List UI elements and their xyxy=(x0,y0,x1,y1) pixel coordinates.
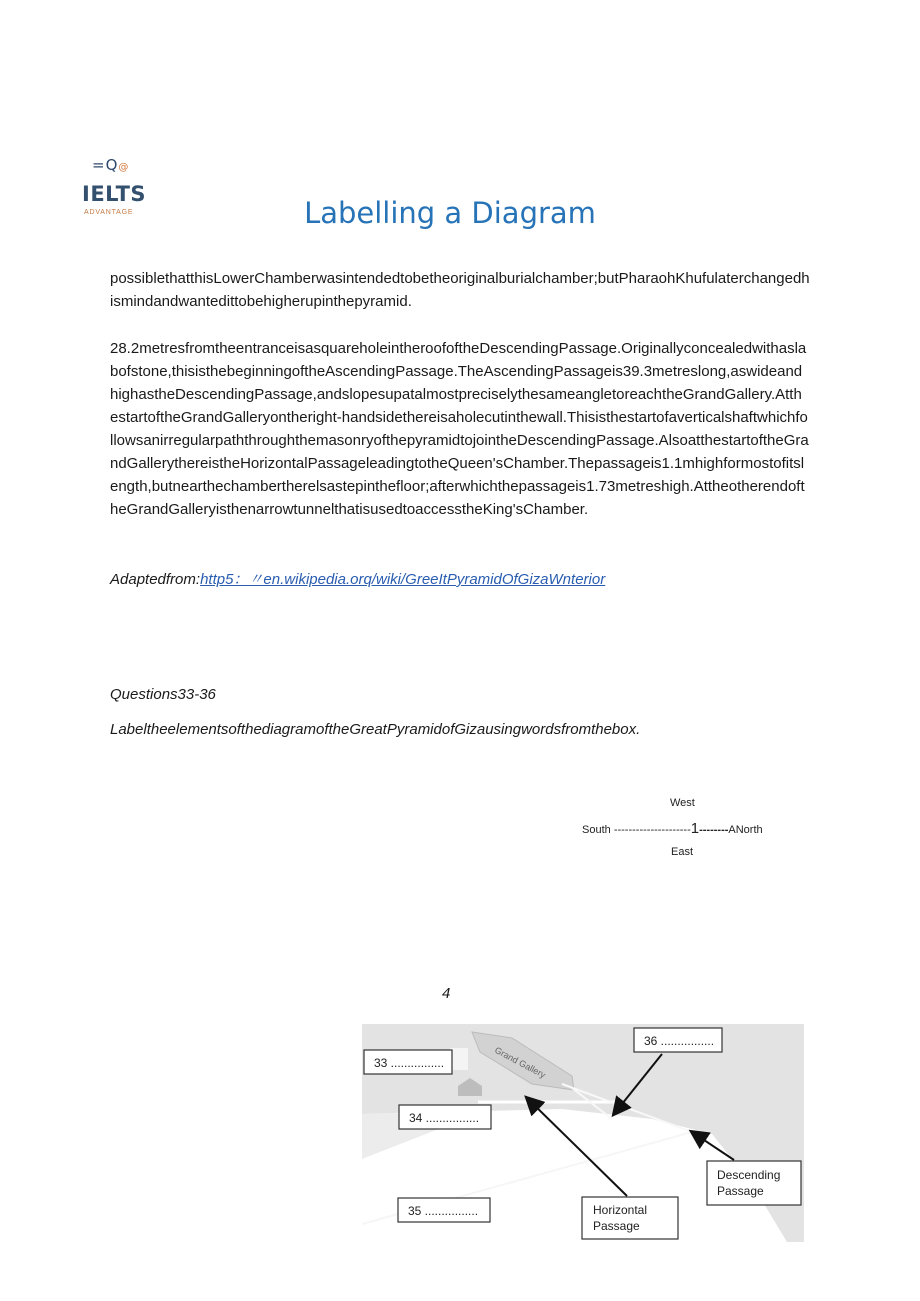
compass-dashes-left: --------------------- xyxy=(613,824,691,836)
compass-west: West xyxy=(670,797,695,809)
label-33: 33 ................ xyxy=(374,1056,445,1070)
compass-north: ANorth xyxy=(728,824,763,836)
horizontal-passage-label-2: Passage xyxy=(593,1219,640,1233)
horizontal-passage-label-1: Horizontal xyxy=(593,1203,648,1217)
descending-passage-label-2: Passage xyxy=(717,1184,764,1198)
pyramid-diagram xyxy=(362,1024,804,1242)
compass-east: East xyxy=(671,846,694,858)
source-link[interactable]: http5：〃en.wikipedia.orq/wiki/GreeItPyramidOfGizaWnterior xyxy=(200,571,606,588)
logo-tagline: ADVANTAGE xyxy=(84,209,134,216)
label-34: 34 ................ xyxy=(409,1111,480,1125)
questions-heading: Questions33-36 xyxy=(110,686,216,703)
compass-dashes-right: -------- xyxy=(699,824,729,836)
label-36: 36 ................ xyxy=(644,1034,715,1048)
compass-south: South xyxy=(582,824,611,836)
grand-gallery-label: Grand Gallery xyxy=(493,1044,548,1081)
descending-passage-label-1: Descending xyxy=(717,1168,781,1182)
questions-instruction: LabeltheelementsofthediagramoftheGreatPyramidofGizausingwordsfromthebox. xyxy=(110,721,641,738)
logo-mark: =Q@ xyxy=(92,156,130,174)
body-paragraph: possiblethatthisLowerChamberwasintendedtobetheoriginalburialchamber;butPharaohKhufulaterchangedhismindandwantedittobehigherupinthepyramid. xyxy=(110,270,810,310)
label-35: 35 ................ xyxy=(408,1204,479,1218)
figure-number: 4 xyxy=(442,985,451,1002)
body-paragraph: 28.2metresfromtheentranceisasquareholeintheroofoftheDescendingPassage.Originallyconcealedwithaslabofstone,thisisthebeginningoftheAscendingPassage.TheAscendingPassageis39.3metreslong,aswideandhighastheDescendingPassage,andslopesupatalmostpreciselythesameangletoreachtheGrandGallery.AtthestartoftheGrandGalleryontheright-handsidethereisaholecutinthewall.ThisisthestartofaverticalshaftwhichfollowsanirregularpaththroughthemasonryofthepyramidtojointheDescendingPassage.AlsoatthestartoftheGrandGallerythereistheHorizontalPassageleadingtotheQueen'sChamber.Thepassageis1.1mhighformostofitslength,butnearthechambertherelsastepinthefloor;afterwhichthepassageis1.73metreshigh.AttheotherendoftheGrandGalleryisthenarrowtunnelthatisusedtoaccesstheKing'sChamber. xyxy=(110,340,809,518)
source-citation xyxy=(110,568,605,589)
page-title: Labelling a Diagram xyxy=(304,196,596,230)
compass-marker: 1 xyxy=(690,820,700,837)
kings-chamber-shape xyxy=(450,1048,468,1070)
source-prefix: Adaptedfrom: xyxy=(110,571,201,588)
logo-wordmark: IELTS xyxy=(82,182,147,206)
compass-axis xyxy=(582,820,763,837)
